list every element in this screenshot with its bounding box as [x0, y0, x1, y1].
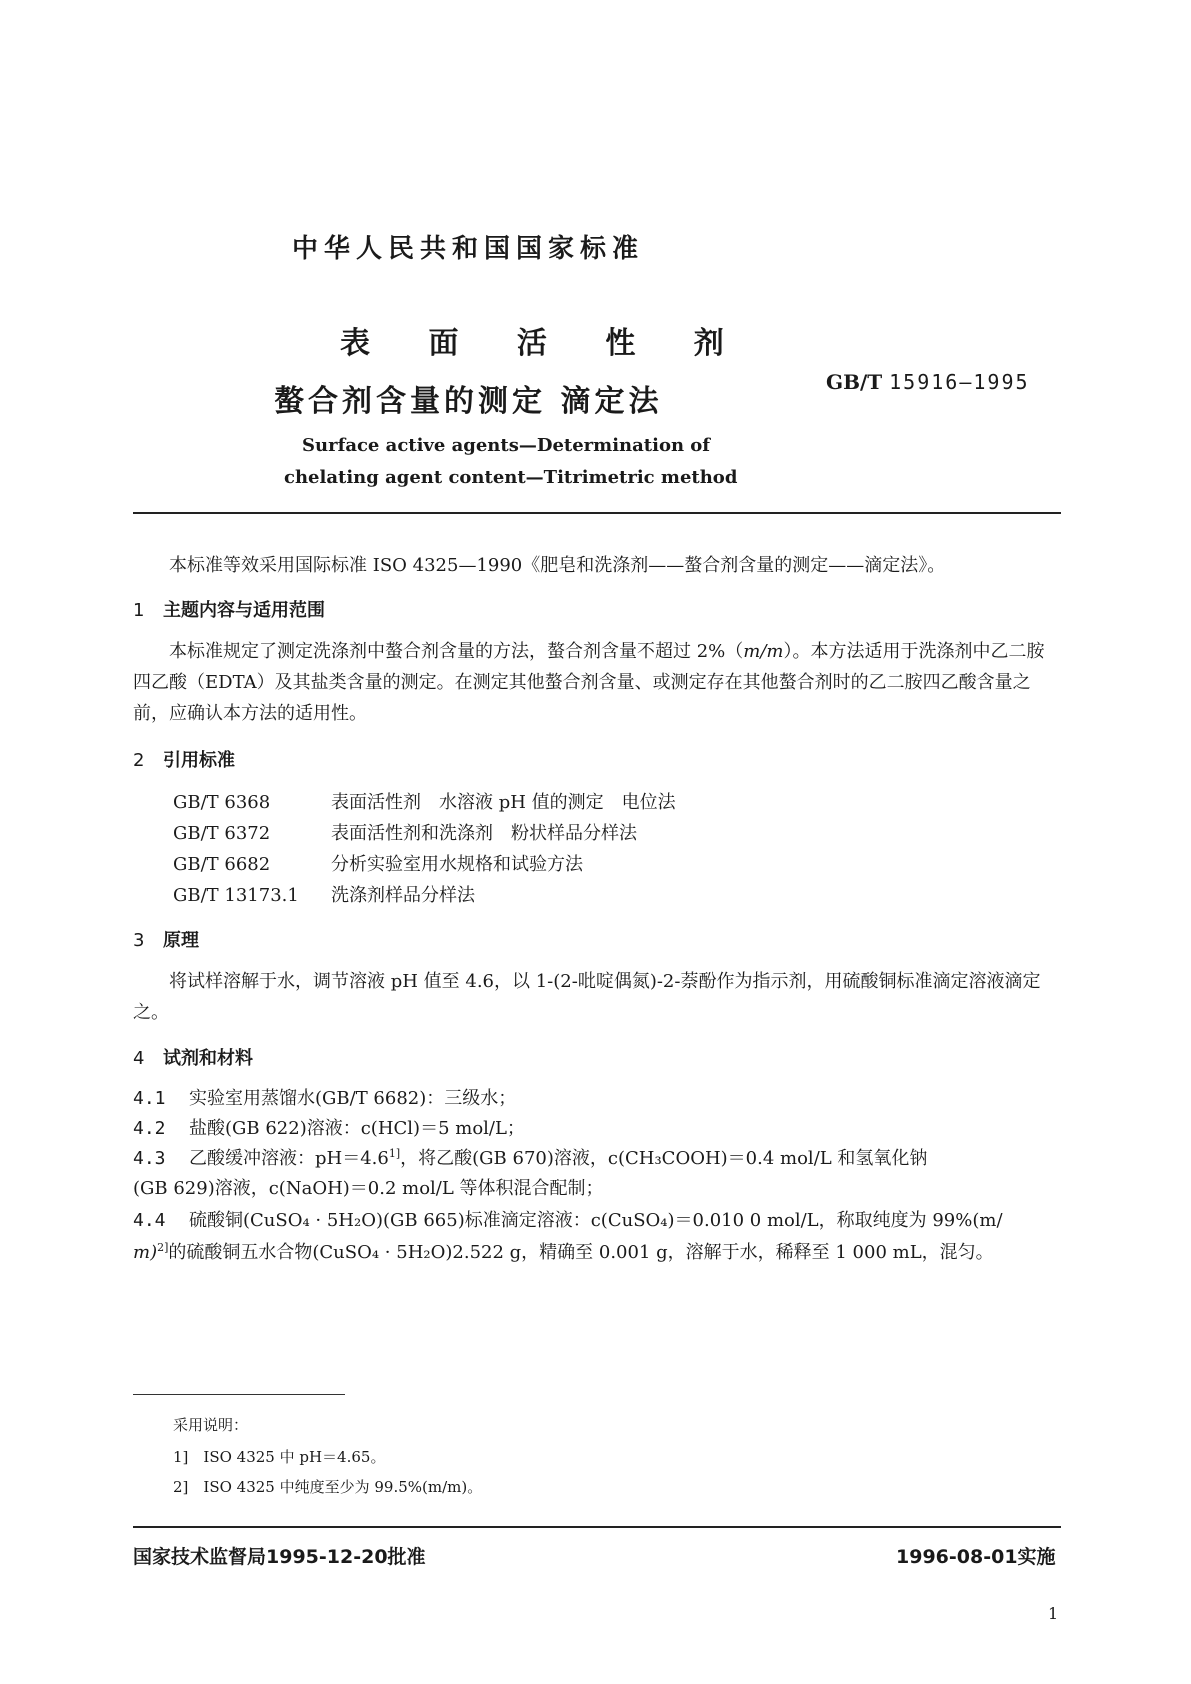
title-line-2: 螯合剂含量的测定 滴定法: [274, 384, 663, 419]
section-number: 4: [133, 1048, 145, 1069]
header-divider: [133, 512, 1061, 514]
reagent-item-4-2: 4.2 盐酸(GB 622)溶液：c(HCl)＝5 mol/L；: [133, 1118, 525, 1139]
reference-item: GB/T 6368 表面活性剂 水溶液 pH 值的测定 电位法: [173, 792, 676, 813]
section-number: 3: [133, 930, 145, 951]
section-1-heading: [133, 596, 325, 622]
section-number: 2: [133, 750, 145, 771]
reagent-item-4-4-cont: m)$^{2]}$的硫酸铜五水合物(CuSO₄ · 5H₂O)2.522 g，精确至 0.001 g，溶解于水，稀释至 1 000 mL，混匀。: [133, 1241, 994, 1263]
section-title: 原理: [163, 930, 199, 951]
reagent-item-4-3: 4.3 乙酸缓冲溶液：$pH=4.6^{1]}$，将乙酸(GB 670)溶液，c(CH₃COOH)＝0.4 mol/L 和氢氧化钠: [133, 1147, 928, 1169]
footer-divider: [133, 1526, 1061, 1528]
reagent-item-4-1: 4.1 实验室用蒸馏水(GB/T 6682)：三级水；: [133, 1088, 517, 1109]
reagent-item-4-4: 4.4 硫酸铜(CuSO₄ · 5H₂O)(GB 665)标准滴定溶液：c(CuSO₄)＝0.010 0 mol/L，称取纯度为 99%(m/: [133, 1210, 1003, 1231]
english-title-line-2: chelating agent content—Titrimetric method: [284, 467, 738, 488]
english-title-line-1: Surface active agents—Determination of: [302, 435, 711, 456]
section-title: 试剂和材料: [163, 1048, 253, 1069]
footnote-item: 1] ISO 4325 中 pH＝4.65。: [173, 1448, 386, 1466]
section-title: 引用标准: [163, 750, 235, 771]
section-1-paragraph: 本标准规定了测定洗涤剂中螯合剂含量的方法，螯合剂含量不超过 2%（m/m）。本方法适用于洗涤剂中乙二胺四乙酸（EDTA）及其盐类含量的测定。在测定其他螯合剂含量、或测定存在其他螯合剂时的乙二胺四乙酸含量之前，应确认本方法的适用性。: [133, 641, 1045, 724]
title-line-1: 表 面 活 性 剂: [340, 326, 748, 361]
section-number: 1: [133, 600, 145, 621]
standard-code-prefix: GB/T: [826, 370, 883, 394]
reference-item: GB/T 6682 分析实验室用水规格和试验方法: [173, 854, 583, 875]
section-title: 主题内容与适用范围: [163, 600, 325, 621]
section-3-heading: [133, 926, 199, 952]
footnote-item: 2] ISO 4325 中纯度至少为 99.5%(m/m)。: [173, 1478, 483, 1496]
standard-code-number: 15916—1995: [889, 370, 1030, 394]
page-number: 1: [1048, 1604, 1059, 1623]
intro-paragraph: 本标准等效采用国际标准 ISO 4325—1990《肥皂和洗涤剂——螯合剂含量的测定——滴定法》。: [169, 555, 946, 576]
section-2-heading: [133, 746, 235, 772]
implementation-date: 1996-08-01实施: [896, 1546, 1056, 1568]
approval-date: 国家技术监督局1995-12-20批准: [133, 1546, 426, 1568]
reference-item: GB/T 13173.1 洗涤剂样品分样法: [173, 885, 475, 906]
reference-item: GB/T 6372 表面活性剂和洗涤剂 粉状样品分样法: [173, 823, 637, 844]
reagent-item-4-3-cont: (GB 629)溶液，c(NaOH)＝0.2 mol/L 等体积混合配制；: [133, 1178, 604, 1199]
footnote-divider: [133, 1394, 345, 1395]
section-3-paragraph: 将试样溶解于水，调节溶液 pH 值至 4.6，以 1-(2-吡啶偶氮)-2-萘酚作为指示剂，用硫酸铜标准滴定溶液滴定之。: [133, 971, 1041, 1023]
section-4-heading: [133, 1044, 253, 1070]
national-standard-heading: 中华人民共和国国家标准: [292, 234, 645, 264]
footnote-heading: 采用说明：: [173, 1416, 249, 1434]
standard-code: [826, 370, 1030, 394]
